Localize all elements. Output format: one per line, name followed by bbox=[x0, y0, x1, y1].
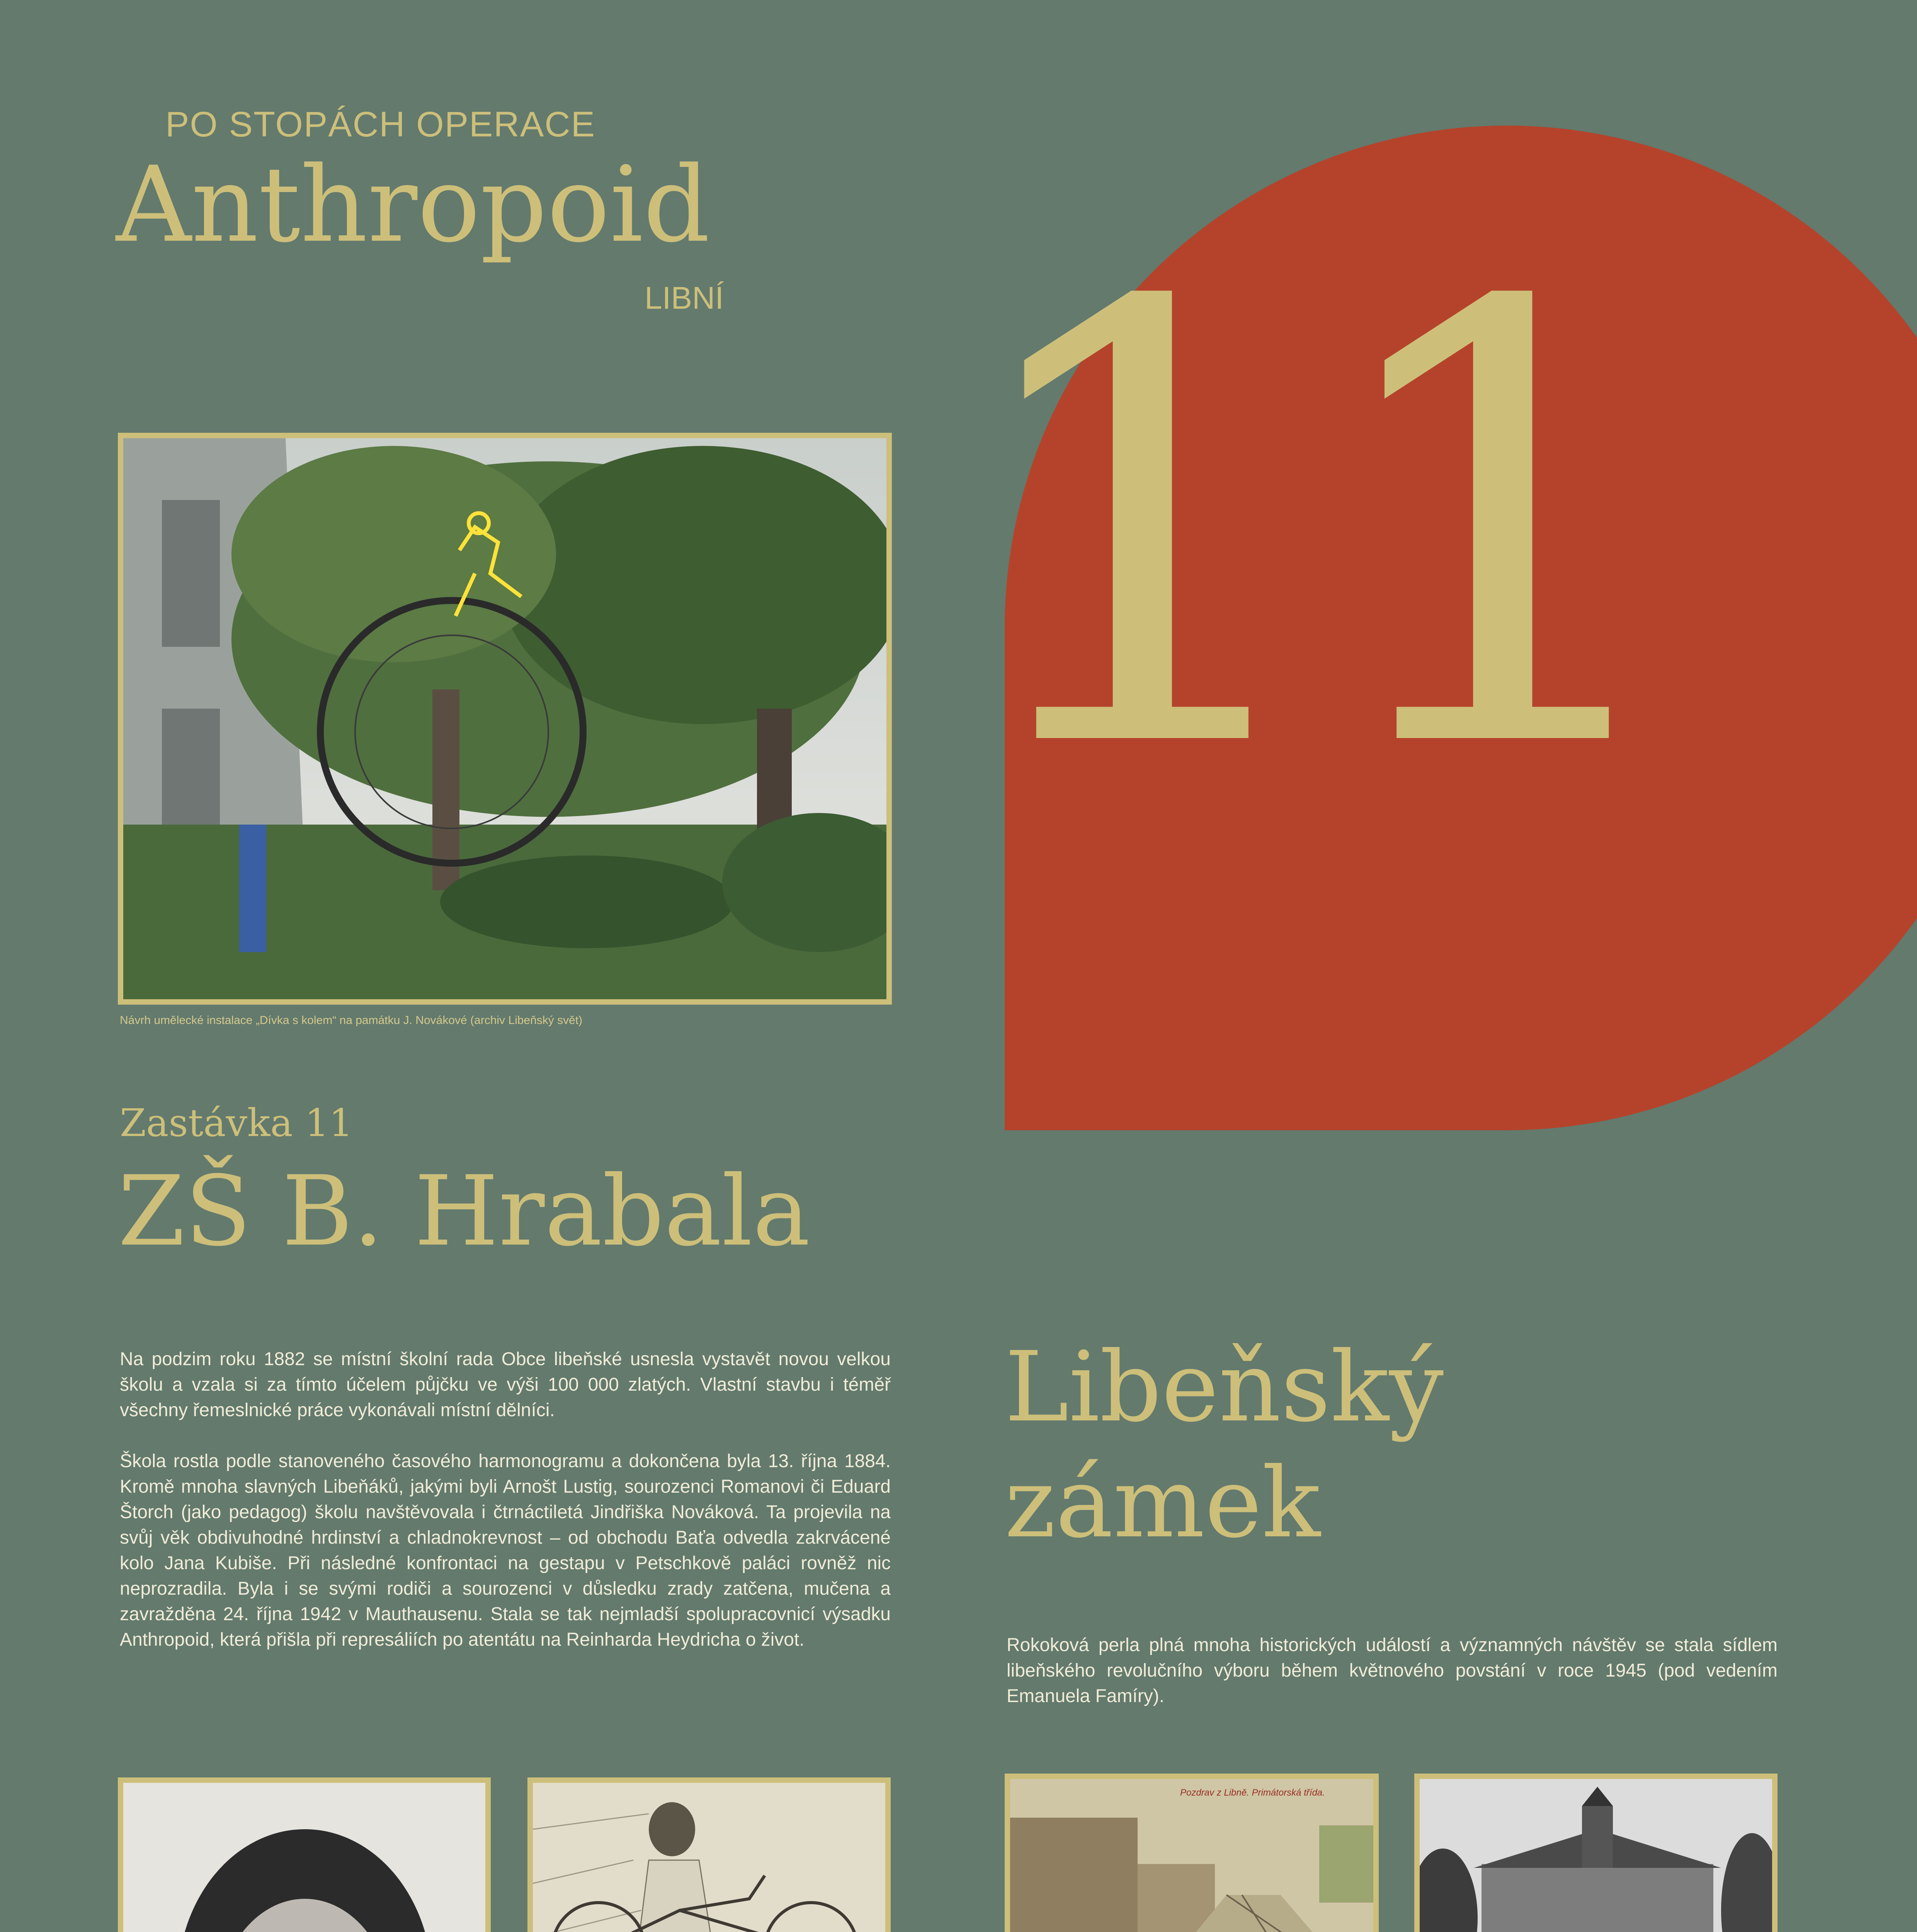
left-paragraph-2: Škola rostla podle stanoveného časového harmonogramu a dokončena byla 13. října 1884. Kromě mnoha slavných Libeňáků, jakými byli Arnošt Lustig, sourozenci Romanovi či Eduard Štorch (jako pedagog) školu navštěvovala i čtrnáctiletá Jindřiška Nováková. Ta projevila na svůj věk obdivuhodné hrdinství a chladnokrevnost – od obchodu Baťa odvedla zakrvácené kolo Jana Kubiše. Při následné konfrontaci na gestapu v Petschkově paláci rovněž nic neprozradila. Byla i se svými rodiči a sourozenci v důsledku zrady zatčena, mučena a zavražděna 24. října 1942 v Mauthausenu. Stala se tak nejmladší spolupracovnicí výsadku Anthropoid, která přišla při represáliích po atentátu na Reinharda Heydricha o život. bbox=[120, 1451, 891, 1650]
portrait-illustration bbox=[123, 1783, 485, 1932]
street-illustration bbox=[1010, 1779, 1373, 1932]
installation-photo bbox=[118, 433, 892, 1005]
bicycle-drawing bbox=[533, 1783, 885, 1932]
stop-number: 11 bbox=[951, 179, 1672, 880]
stop-name: ZŠ B. Hrabala bbox=[118, 1155, 810, 1267]
right-body-text: Rokoková perla plná mnoha historických událostí a významných návštěv se stala sídlem libeňského revolučního výboru během květnového povstání v roce 1945 (pod vedením Emanuela Famíry). bbox=[1007, 1635, 1778, 1706]
installation-illustration bbox=[123, 438, 886, 999]
header-kicker: PO STOPÁCH OPERACE bbox=[165, 105, 596, 144]
left-body-text bbox=[120, 1347, 891, 1678]
right-title-line1: Libeňský bbox=[1005, 1331, 1444, 1443]
right-title-line2: zámek bbox=[1005, 1447, 1321, 1559]
left-paragraph-1: Na podzim roku 1882 se místní školní rada Obce libeňské usnesla vystavět novou velkou školu a vzala si za tímto účelem půjčku ve výši 100 000 zlatých. Vlastní stavbu i téměř všechny řemeslnické práce vykonávali místní dělníci. bbox=[120, 1349, 891, 1420]
header-subtitle: LIBNÍ bbox=[645, 281, 724, 316]
drawing-photo bbox=[527, 1777, 891, 1932]
castle-illustration bbox=[1420, 1779, 1772, 1932]
stop-label: Zastávka 11 bbox=[120, 1101, 353, 1145]
street-postcard-text: Pozdrav z Libně. Primátorská třída. bbox=[1180, 1787, 1325, 1798]
header-title: Anthropoid bbox=[116, 144, 710, 265]
portrait-photo bbox=[118, 1777, 491, 1932]
installation-caption: Návrh umělecké instalace „Dívka s kolem“ na památku J. Novákové (archiv Libeňský svět) bbox=[120, 1014, 583, 1027]
street-photo bbox=[1005, 1774, 1379, 1932]
castle-photo bbox=[1414, 1774, 1778, 1932]
